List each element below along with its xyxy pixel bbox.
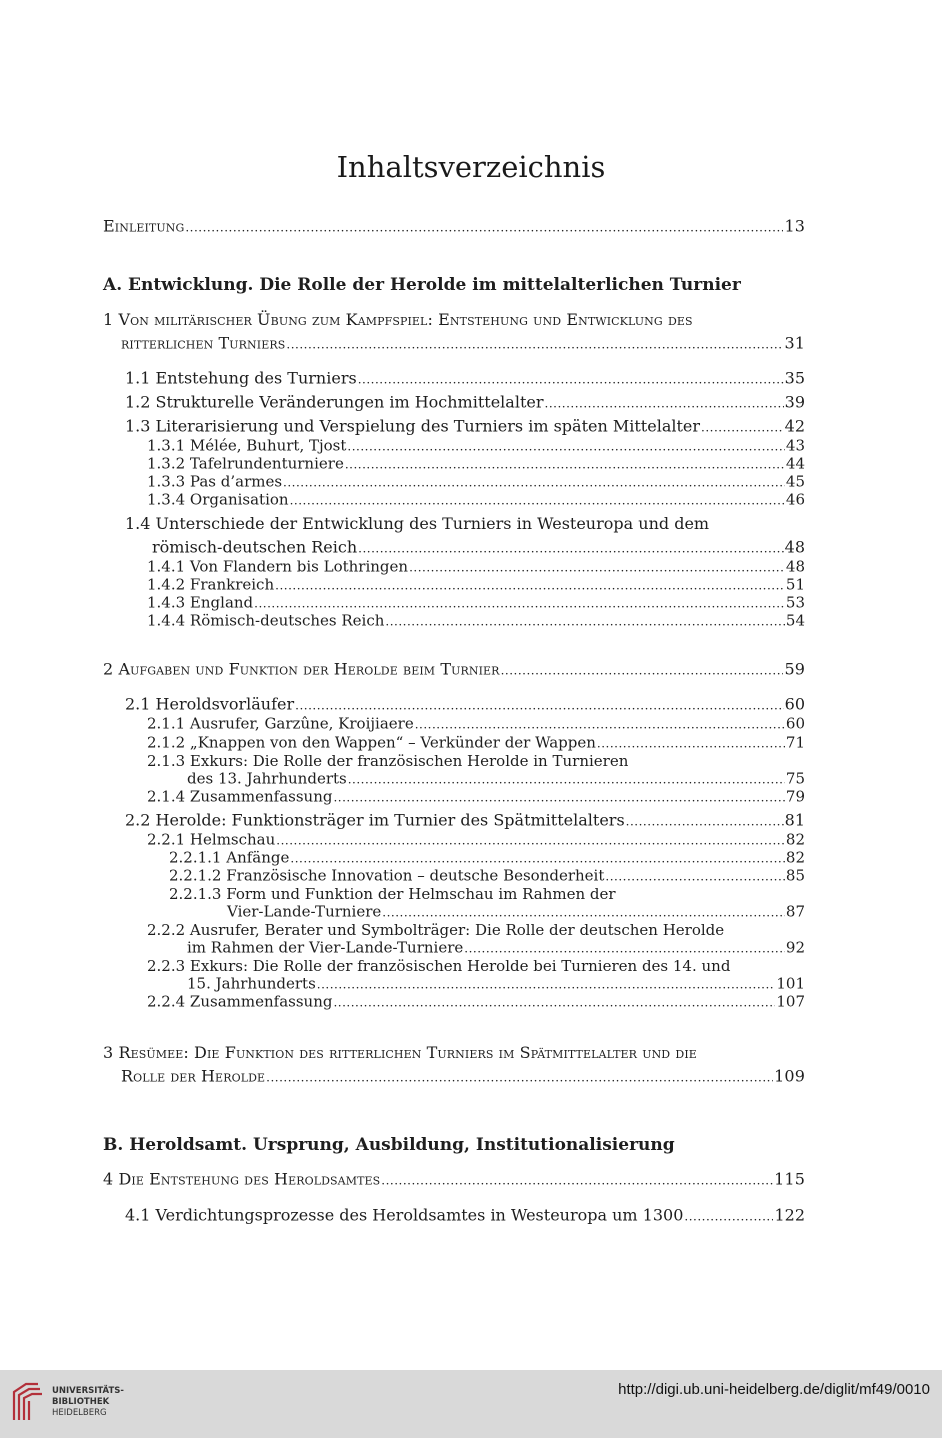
toc-entry-text: 2.1.2 „Knappen von den Wappen“ – Verkünder der Wappen <box>147 733 596 752</box>
toc-page-number: 53 <box>785 593 805 612</box>
toc-entry-text: 2.1.4 Zusammenfassung <box>147 787 333 806</box>
toc-leader-dots <box>684 1206 773 1227</box>
toc-entry-1-2[interactable] <box>125 393 805 414</box>
toc-entry-text: 4.1 Verdichtungsprozesse des Heroldsamtes in Westeuropa um 1300 <box>125 1205 684 1225</box>
toc-entry-text: 1.3.4 Organisation <box>147 490 289 509</box>
toc-entry-text: römisch-deutschen Reich <box>152 537 358 557</box>
toc-page-number: 48 <box>785 557 805 576</box>
toc-page-number: 51 <box>785 575 805 594</box>
toc-page-number: 107 <box>776 992 805 1011</box>
toc-entry-text: 1.3.2 Tafelrundenturniere <box>147 454 344 473</box>
toc-page-number: 71 <box>785 733 805 752</box>
library-logo-text <box>52 1386 124 1419</box>
toc-leader-dots <box>266 1067 773 1088</box>
toc-page-number: 122 <box>774 1205 805 1225</box>
toc-page-number: 60 <box>784 694 805 714</box>
toc-entry-chapter-1[interactable] <box>121 334 805 355</box>
toc-leader-dots <box>333 787 784 808</box>
toc-entry-text: 1.4.3 England <box>147 593 254 612</box>
toc-leader-dots <box>295 695 784 716</box>
logo-line-3: HEIDELBERG <box>52 1408 107 1418</box>
toc-page-number: 75 <box>785 769 805 788</box>
toc-entry-text: 2 Aufgaben und Funktion der Herolde beim Turnier <box>103 659 500 679</box>
toc-entry-1-4[interactable] <box>152 538 805 559</box>
toc-entry-2-2-3-line1[interactable]: 2.2.3 Exkurs: Die Rolle der französischen Herolde bei Turnieren des 14. und <box>147 957 731 975</box>
toc-leader-dots <box>701 417 784 438</box>
toc-page-number: 101 <box>776 974 805 993</box>
toc-entry-text: des 13. Jahrhunderts <box>187 769 347 788</box>
toc-leader-dots <box>545 393 784 414</box>
toc-page-number: 31 <box>784 333 805 353</box>
toc-leader-dots <box>358 369 784 390</box>
toc-entry-text: Einleitung <box>103 216 185 236</box>
toc-page-number: 13 <box>784 216 805 236</box>
toc-entry-text: Vier-Lande-Turniere <box>227 902 382 921</box>
toc-page-number: 60 <box>785 714 805 733</box>
toc-entry-chapter-4[interactable] <box>103 1170 805 1191</box>
toc-leader-dots <box>381 1170 773 1191</box>
toc-leader-dots <box>286 334 783 355</box>
toc-entry-2-2-4[interactable] <box>147 992 805 1013</box>
toc-entry-1-3[interactable] <box>125 417 805 438</box>
source-url-link[interactable]: http://digi.ub.uni-heidelberg.de/diglit/mf49/0010 <box>618 1381 930 1398</box>
toc-page-number: 46 <box>785 490 805 509</box>
toc-leader-dots <box>333 992 775 1013</box>
toc-entry-einleitung[interactable] <box>103 217 805 238</box>
toc-entry-1-4-line1[interactable]: 1.4 Unterschiede der Entwicklung des Turniers in Westeuropa und dem <box>125 514 710 533</box>
toc-leader-dots <box>605 866 785 887</box>
toc-entry-1-1[interactable] <box>125 369 805 390</box>
toc-leader-dots <box>185 217 783 238</box>
toc-entry-text: 2.1.1 Ausrufer, Garzûne, Kroijiaere <box>147 714 414 733</box>
toc-leader-dots <box>385 611 784 632</box>
toc-entry-2-1-4[interactable] <box>147 787 805 808</box>
toc-entry-text: 2.2.1.1 Anfänge <box>169 848 290 867</box>
toc-entry-text: 2.2.1 Helmschau <box>147 830 276 849</box>
toc-page-number: 45 <box>785 472 805 491</box>
toc-entry-text: 1.4.2 Frankreich <box>147 575 275 594</box>
toc-entry-1-3-4[interactable] <box>147 490 805 511</box>
toc-entry-text: ritterlichen Turniers <box>121 333 286 353</box>
toc-entry-text: 1.3 Literarisierung und Verspielung des Turniers im späten Mittelalter <box>125 416 701 436</box>
toc-page-number: 42 <box>784 416 805 436</box>
toc-page-number: 48 <box>784 537 805 557</box>
toc-entry-text: 2.1 Heroldsvorläufer <box>125 694 295 714</box>
toc-entry-chapter-2[interactable] <box>103 660 805 681</box>
page-title: Inhaltsverzeichnis <box>336 150 606 184</box>
toc-page-number: 82 <box>785 848 805 867</box>
toc-entry-chapter-3-line1[interactable]: 3 Resümee: Die Funktion des ritterlichen Turniers im Spätmittelalter und die <box>103 1043 697 1062</box>
logo-line-2: BIBLIOTHEK <box>52 1397 110 1407</box>
toc-entry-text: 1.4.4 Römisch-deutsches Reich <box>147 611 385 630</box>
toc-entry-text: 15. Jahrhunderts <box>187 974 316 993</box>
toc-page-number: 87 <box>785 902 805 921</box>
footer-bar <box>0 1370 942 1438</box>
toc-page-number: 81 <box>784 810 805 830</box>
toc-page-number: 85 <box>785 866 805 885</box>
toc-entry-2-1-3-line1[interactable]: 2.1.3 Exkurs: Die Rolle der französischen Herolde in Turnieren <box>147 752 629 770</box>
toc-entry-text: 2.2.1.2 Französische Innovation – deutsche Besonderheit <box>169 866 605 885</box>
toc-page-number: 82 <box>785 830 805 849</box>
toc-page-number: 43 <box>785 436 805 455</box>
toc-entry-text: 4 Die Entstehung des Heroldsamtes <box>103 1169 381 1189</box>
toc-leader-dots <box>501 660 784 681</box>
toc-entry-4-1[interactable] <box>125 1206 805 1227</box>
toc-page-number: 39 <box>784 392 805 412</box>
toc-leader-dots <box>415 714 785 735</box>
toc-page-number: 35 <box>784 368 805 388</box>
toc-entry-text: 1.2 Strukturelle Veränderungen im Hochmittelalter <box>125 392 544 412</box>
toc-entry-text: im Rahmen der Vier-Lande-Turniere <box>187 938 464 957</box>
toc-leader-dots <box>358 538 784 559</box>
toc-page-number: 109 <box>774 1066 805 1086</box>
toc-entry-chapter-1-line1[interactable]: 1 Von militärischer Übung zum Kampfspiel: Entstehung und Entwicklung des <box>103 310 693 329</box>
toc-leader-dots <box>626 811 784 832</box>
toc-entry-1-4-4[interactable] <box>147 611 805 632</box>
toc-entry-2-2-1-3-line1[interactable]: 2.2.1.3 Form und Funktion der Helmschau im Rahmen der <box>169 885 616 903</box>
toc-leader-dots <box>290 490 785 511</box>
toc-page-number: 92 <box>785 938 805 957</box>
toc-entry-text: Rolle der Herolde <box>121 1066 266 1086</box>
toc-entry-2-1[interactable] <box>125 695 805 716</box>
toc-page-number: 44 <box>785 454 805 473</box>
toc-page-number: 54 <box>785 611 805 630</box>
toc-page-number: 59 <box>784 659 805 679</box>
toc-entry-2-2-2-line1[interactable]: 2.2.2 Ausrufer, Berater und Symbolträger: Die Rolle der deutschen Herolde <box>147 921 725 939</box>
toc-entry-text: 1.3.3 Pas d’armes <box>147 472 283 491</box>
toc-entry-2-1-1[interactable] <box>147 714 805 735</box>
toc-entry-text: 2.2 Herolde: Funktionsträger im Turnier des Spätmittelalters <box>125 810 625 830</box>
toc-entry-chapter-3[interactable] <box>121 1067 805 1088</box>
section-heading-b: B. Heroldsamt. Ursprung, Ausbildung, Institutionalisierung <box>103 1135 675 1155</box>
toc-entry-text: 1.3.1 Mélée, Buhurt, Tjost <box>147 436 347 455</box>
toc-entry-text: 1.1 Entstehung des Turniers <box>125 368 357 388</box>
logo-line-1: UNIVERSITÄTS- <box>52 1386 124 1396</box>
section-heading-a: A. Entwicklung. Die Rolle der Herolde im mittelalterlichen Turnier <box>103 275 741 295</box>
library-logo-icon <box>10 1380 46 1424</box>
toc-entry-2-2[interactable] <box>125 811 805 832</box>
toc-entry-text: 1.4.1 Von Flandern bis Lothringen <box>147 557 409 576</box>
toc-page-number: 115 <box>774 1169 805 1189</box>
toc-page-number: 79 <box>785 787 805 806</box>
toc-entry-text: 2.2.4 Zusammenfassung <box>147 992 333 1011</box>
